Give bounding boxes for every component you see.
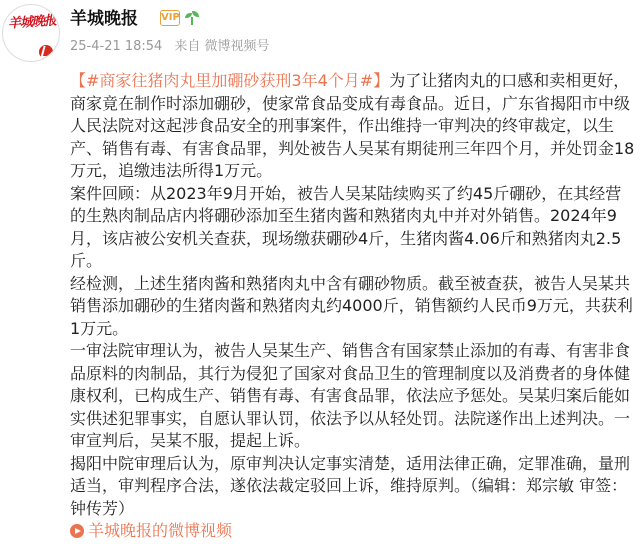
verified-badge-icon xyxy=(37,43,55,61)
play-link-icon[interactable] xyxy=(70,524,84,538)
account-name[interactable]: 羊城晚报 xyxy=(70,9,138,29)
avatar-logo-text: 羊城晚报 xyxy=(7,13,57,32)
video-link[interactable]: 羊城晚报的微博视频 xyxy=(88,521,233,540)
post-source: 来自 微博视频号 xyxy=(174,39,270,54)
post-timestamp[interactable]: 25-4-21 18:54 xyxy=(70,39,163,54)
paragraph-2: 案件回顾：从2023年9月开始，被告人吴某陆续购买了约45斤硼砂，在其经营的生熟肉制品店内将硼砂添加至生猪肉酱和熟猪肉丸中并对外销售。2024年9月，该店被公安机关查获，现场缴获硼砂4斤，生猪肉酱4.06斤和熟猪肉丸2.5斤。 xyxy=(70,183,622,270)
video-link-row xyxy=(70,520,636,543)
avatar[interactable] xyxy=(2,4,60,62)
post-content xyxy=(70,70,636,543)
paragraph-3: 经检测，上述生猪肉酱和熟猪肉丸中含有硼砂物质。截至被查获，被告人吴某共销售添加硼砂的生猪肉酱和熟猪肉丸约4000斤，销售额约人民币9万元，共获利1万元。 xyxy=(70,273,633,338)
paragraph-5: 揭阳中院审理后认为，原审判决认定事实清楚，适用法律正确，定罪准确，量刑适当，审判程序合法，遂依法裁定驳回上诉，维持原判。（编辑：郑宗敏 审签：钟传芳） xyxy=(70,453,631,518)
hashtag-link[interactable]: 【#商家往猪肉丸里加硼砂获刑3年4个月#】 xyxy=(70,71,390,90)
account-badges xyxy=(160,10,200,26)
paragraph-4: 一审法院审理认为，被告人吴某生产、销售含有国家禁止添加的有毒、有害非食品原料的肉制品，其行为侵犯了国家对食品卫生的管理制度以及消费者的身体健康权利，已构成生产、销售有毒、有害食品罪，依法应予惩处。吴某归案后能如实供述犯罪事实，自愿认罪认罚，依法予以从轻处罚。法院遂作出上述判决。一审宣判后，吴某不服，提起上诉。 xyxy=(70,341,631,450)
sprout-icon[interactable] xyxy=(184,10,200,26)
paragraph-1-text: 为了让猪肉丸的口感和卖相更好，商家竟在制作时添加硼砂，使家常食品变成有毒食品。近日，广东省揭阳市中级人民法院对这起涉食品安全的刑事案件，作出维持一审判决的终审裁定，以生产、销售有毒、有害食品罪，判处被告人吴某有期徒刑三年四个月，并处罚金18万元，追缴违法所得1万元。 xyxy=(70,71,635,180)
vip-icon[interactable]: VIP xyxy=(160,10,180,26)
paragraph-1 xyxy=(70,70,636,183)
post-meta xyxy=(70,38,269,56)
